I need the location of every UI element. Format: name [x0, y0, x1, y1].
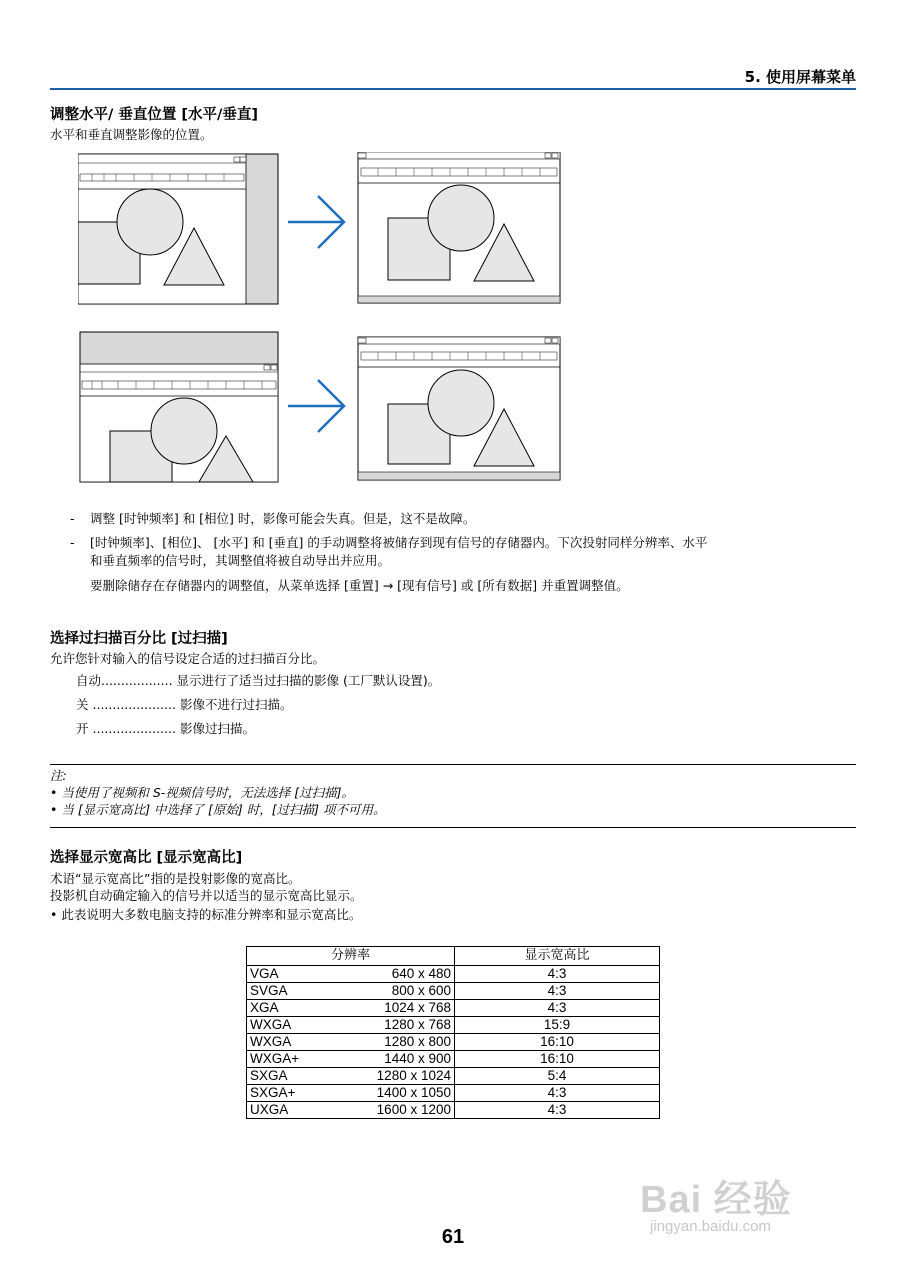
dash-marker: - — [70, 511, 75, 526]
table-row — [247, 1085, 660, 1102]
section-desc-aspect-1: 术语“显示宽高比”指的是投射影像的宽高比。 — [50, 871, 301, 886]
arrow-icon — [288, 196, 344, 248]
note-item: • 当使用了视频和 S-视频信号时，无法选择 [过扫描]。 — [50, 785, 355, 800]
screen-adjusted-top — [358, 152, 560, 303]
option-dots: ..................... — [92, 721, 176, 736]
dash-marker: - — [70, 535, 75, 550]
cell-resolution: 1400 x 1050 — [313, 1085, 455, 1102]
option-key: 自动 — [76, 673, 102, 688]
cell-name: SXGA — [247, 1068, 314, 1085]
cell-aspect: 4:3 — [455, 983, 660, 1000]
table-row — [247, 1068, 660, 1085]
note-box — [50, 764, 856, 828]
bullet-text: 调整 [时钟频率] 和 [相位] 时，影像可能会失真。但是，这不是故障。 — [90, 511, 476, 526]
table-row — [247, 1017, 660, 1034]
col-header-aspect: 显示宽高比 — [455, 947, 660, 966]
cell-name: WXGA — [247, 1017, 314, 1034]
option-row — [76, 719, 255, 737]
note-title: 注: — [50, 768, 67, 783]
section-heading-overscan: 选择过扫描百分比 [过扫描] — [50, 631, 228, 647]
bullet-text: 要删除储存在存储器内的调整值，从菜单选择 [重置] → [现有信号] 或 [所有数据] 并重置调整值。 — [90, 578, 629, 593]
cell-aspect: 16:10 — [455, 1034, 660, 1051]
cell-resolution: 640 x 480 — [313, 966, 455, 983]
option-text: 影像过扫描。 — [179, 721, 255, 736]
table-row — [247, 983, 660, 1000]
option-key: 开 — [76, 721, 89, 736]
cell-resolution: 1600 x 1200 — [313, 1102, 455, 1119]
note-item: • 当 [显示宽高比] 中选择了 [原始] 时，[过扫描] 项不可用。 — [50, 802, 386, 817]
table-header-row — [247, 947, 660, 966]
cell-aspect: 16:10 — [455, 1051, 660, 1068]
cell-name: SVGA — [247, 983, 314, 1000]
option-text: 显示进行了适当过扫描的影像 (工厂默认设置)。 — [176, 673, 441, 688]
section-desc-overscan: 允许您针对输入的信号设定合适的过扫描百分比。 — [50, 651, 326, 666]
screen-shifted-down — [80, 332, 278, 482]
cell-aspect: 4:3 — [455, 1085, 660, 1102]
watermark-url: jingyan.baidu.com — [650, 1218, 771, 1235]
bullet-text: 和垂直频率的信号时，其调整值将被自动导出并应用。 — [90, 553, 391, 568]
table-row — [247, 1102, 660, 1119]
section-heading-position: 调整水平/ 垂直位置 [水平/垂直] — [50, 107, 258, 123]
section-desc-aspect-3: • 此表说明大多数电脑支持的标准分辨率和显示宽高比。 — [50, 907, 362, 922]
header-rule — [50, 88, 856, 90]
cell-name: SXGA+ — [247, 1085, 314, 1102]
chapter-title: 5. 使用屏幕菜单 — [744, 68, 856, 86]
table-row — [247, 1000, 660, 1017]
option-text: 影像不进行过扫描。 — [179, 697, 293, 712]
table-row — [247, 966, 660, 983]
cell-aspect: 4:3 — [455, 966, 660, 983]
section-desc-position: 水平和垂直调整影像的位置。 — [50, 127, 213, 142]
cell-resolution: 1024 x 768 — [313, 1000, 455, 1017]
cell-name: XGA — [247, 1000, 314, 1017]
bullet-dot-icon: • — [50, 907, 62, 922]
cell-aspect: 15:9 — [455, 1017, 660, 1034]
screen-shifted-left — [78, 154, 278, 304]
option-dots: .................. — [101, 673, 173, 688]
table-row — [247, 1051, 660, 1068]
cell-resolution: 1280 x 1024 — [313, 1068, 455, 1085]
arrow-icon — [288, 380, 344, 432]
option-row — [76, 695, 292, 713]
cell-aspect: 5:4 — [455, 1068, 660, 1085]
cell-name: WXGA — [247, 1034, 314, 1051]
option-dots: ..................... — [92, 697, 176, 712]
option-key: 关 — [76, 697, 89, 712]
cell-name: UXGA — [247, 1102, 314, 1119]
cell-resolution: 1280 x 768 — [313, 1017, 455, 1034]
col-header-resolution: 分辨率 — [247, 947, 455, 966]
watermark-logo: Bai 经验 — [640, 1179, 792, 1221]
position-illustration — [78, 152, 563, 488]
table-row — [247, 1034, 660, 1051]
cell-resolution: 800 x 600 — [313, 983, 455, 1000]
section-heading-aspect: 选择显示宽高比 [显示宽高比] — [50, 850, 243, 866]
bullet-text: [时钟频率]、[相位]、 [水平] 和 [垂直] 的手动调整将被储存到现有信号的存储器内。下次投射同样分辨率、水平 — [90, 535, 708, 550]
option-row — [76, 671, 440, 689]
section-desc-aspect-2: 投影机自动确定输入的信号并以适当的显示宽高比显示。 — [50, 888, 363, 903]
cell-aspect: 4:3 — [455, 1102, 660, 1119]
cell-name: WXGA+ — [247, 1051, 314, 1068]
cell-aspect: 4:3 — [455, 1000, 660, 1017]
screen-adjusted-bottom — [358, 337, 560, 480]
cell-resolution: 1280 x 800 — [313, 1034, 455, 1051]
cell-resolution: 1440 x 900 — [313, 1051, 455, 1068]
resolution-table — [246, 946, 660, 1119]
cell-name: VGA — [247, 966, 314, 983]
page-number: 61 — [441, 1226, 465, 1248]
